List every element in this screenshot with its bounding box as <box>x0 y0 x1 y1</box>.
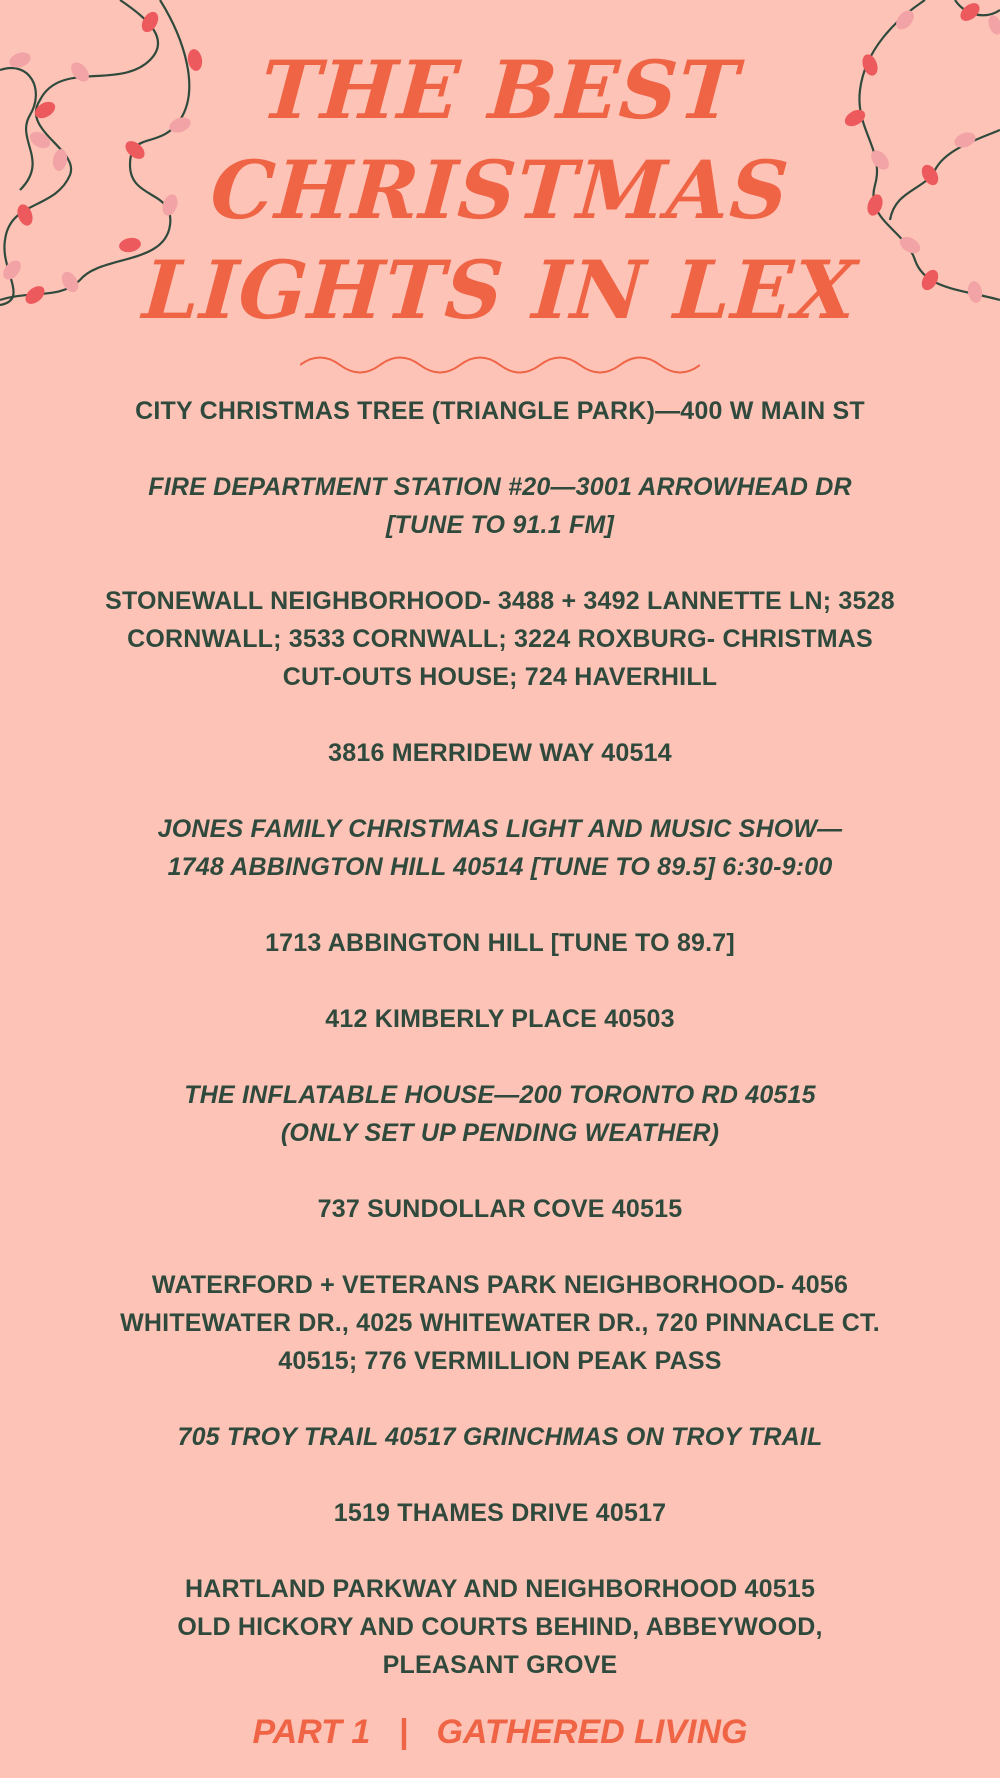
location-entry <box>60 1190 940 1228</box>
location-entry-line: 737 SUNDOLLAR COVE 40515 <box>317 1195 683 1223</box>
location-entry-line: HARTLAND PARKWAY AND NEIGHBORHOOD 40515 <box>184 1575 816 1603</box>
location-entry-line: 1713 ABBINGTON HILL [TUNE TO 89.7] <box>265 929 735 957</box>
location-entry-line: 1519 THAMES DRIVE 40517 <box>333 1499 667 1527</box>
location-entry-line: 1748 ABBINGTON HILL 40514 [TUNE TO 89.5] 6:30-9:00 <box>167 853 833 881</box>
location-entry-line: [TUNE TO 91.1 FM] <box>386 511 614 539</box>
location-entry <box>60 1076 940 1152</box>
location-entry <box>60 468 940 544</box>
location-entry <box>60 734 940 772</box>
location-entry-line: CUT-OUTS HOUSE; 724 HAVERHILL <box>282 663 718 691</box>
footer-credit <box>0 1710 1000 1754</box>
squiggle-divider-icon <box>300 350 700 380</box>
location-entry <box>60 1494 940 1532</box>
location-entry <box>60 810 940 886</box>
location-list <box>60 392 940 1722</box>
location-entry-line: (ONLY SET UP PENDING WEATHER) <box>280 1119 720 1147</box>
location-entry <box>60 582 940 696</box>
location-entry <box>60 1418 940 1456</box>
location-entry-line: JONES FAMILY CHRISTMAS LIGHT AND MUSIC SHOW— <box>157 815 843 843</box>
location-entry-line: PLEASANT GROVE <box>382 1651 618 1679</box>
footer-text: PART 1 | GATHERED LIVING <box>252 1713 748 1751</box>
location-entry-line: THE INFLATABLE HOUSE—200 TORONTO RD 40515 <box>184 1081 816 1109</box>
location-entry <box>60 1570 940 1684</box>
location-entry-line: WATERFORD + VETERANS PARK NEIGHBORHOOD- 4056 <box>151 1271 849 1299</box>
location-entry <box>60 1266 940 1380</box>
location-entry <box>60 1000 940 1038</box>
title-line-1: THE BEST <box>257 43 743 137</box>
page-title <box>0 40 1000 340</box>
location-entry-line: 412 KIMBERLY PLACE 40503 <box>325 1005 675 1033</box>
location-entry-line: CITY CHRISTMAS TREE (TRIANGLE PARK)—400 W MAIN ST <box>135 397 865 425</box>
location-entry <box>60 392 940 430</box>
location-entry-line: 3816 MERRIDEW WAY 40514 <box>328 739 672 767</box>
location-entry-line: 705 TROY TRAIL 40517 GRINCHMAS ON TROY TRAIL <box>177 1423 823 1451</box>
location-entry-line: OLD HICKORY AND COURTS BEHIND, ABBEYWOOD, <box>177 1613 823 1641</box>
title-line-2: CHRISTMAS <box>207 143 793 237</box>
location-entry-line: 40515; 776 VERMILLION PEAK PASS <box>278 1347 722 1375</box>
location-entry-line: CORNWALL; 3533 CORNWALL; 3224 ROXBURG- CHRISTMAS <box>127 625 873 653</box>
location-entry <box>60 924 940 962</box>
location-entry-line: WHITEWATER DR., 4025 WHITEWATER DR., 720 PINNACLE CT. <box>120 1309 880 1337</box>
location-entry-line: STONEWALL NEIGHBORHOOD- 3488 + 3492 LANNETTE LN; 3528 <box>105 587 895 615</box>
location-entry-line: FIRE DEPARTMENT STATION #20—3001 ARROWHEAD DR <box>148 473 852 501</box>
title-line-3: LIGHTS IN LEX <box>139 243 861 337</box>
